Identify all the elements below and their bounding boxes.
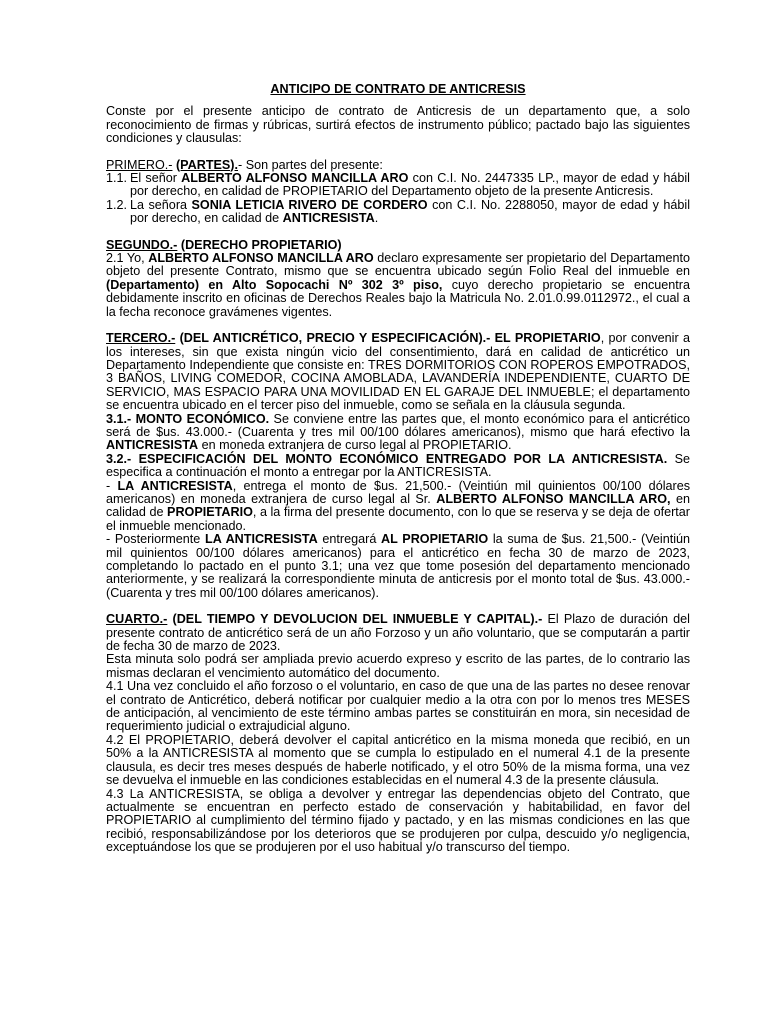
section-3-2-heading: 3.2.- ESPECIFICACIÓN DEL MONTO ECONÓMICO ENTREGADO POR LA ANTICRESISTA.	[106, 451, 668, 466]
section-4-2: 4.2 El PROPIETARIO, deberá devolver el capital anticrético en la misma moneda que recibió, en un 50% a la ANTICRESISTA al momento que se cumpla lo estipulado en el numeral 4.1 de la presente clausula, es decir tres meses después de haberle notificado, y el otro 50% de la misma forma, una vez se devuelva el inmueble en las condiciones establecidas en el numeral 4.3 de la presente cláusula.	[106, 732, 690, 788]
document-body	[106, 83, 690, 855]
item-number: 1.2.	[106, 197, 128, 212]
primero-heading: PRIMERO.-	[106, 157, 173, 172]
owner-name: ALBERTO ALFONSO MANCILLA ARO,	[436, 491, 671, 506]
cuarto-extension-paragraph: Esta minuta solo podrá ser ampliada previo acuerdo expreso y escrito de las partes, de lo contrario las mismas declaran el vencimiento automático del documento.	[106, 652, 690, 680]
party-name: SONIA LETICIA RIVERO DE CORDERO	[191, 197, 428, 212]
tercero-paragraph	[106, 332, 690, 412]
section-4-3: 4.3 La ANTICRESISTA, se obliga a devolver y entregar las dependencias objeto del Contrato, que actualmente se encuentran en perfecto estado de conservación y habitabilidad, en favor del PROPIETARIO al cumplimiento del término fijado y pactado, y en las mismas condiciones en las que recibió, responsabilizándose por los deterioros que se produjeren por culpa, descuido y/o negligencia, exceptuándose los que se produjeren por el uso habitual y/o transcurso del tiempo.	[106, 786, 690, 855]
paragraph-text: - Posteriormente	[106, 532, 206, 547]
paragraph-text: , entrega el monto de $us. 21,500.- (Veintiún mil quinientos 00/100 dólares americanos) en moneda extranjera de curso legal al Sr.	[106, 478, 690, 506]
segundo-heading-line	[106, 239, 690, 252]
paragraph-text: Se conviene entre las partes que, el monto económico para el anticrético será de $us. 43.000.- (Cuarenta y tres mil 00/100 dólares americanos), mismo que hará efectivo la	[106, 411, 690, 439]
payment-bullet-2	[106, 533, 690, 600]
item-text: El señor	[130, 171, 182, 186]
primero-subheading: (PARTES).	[175, 157, 239, 172]
cuarto-heading: CUARTO.-	[106, 612, 168, 627]
paragraph-text: declaro expresamente ser propietario del Departamento objeto del presente Contrato, mismo que se encuentra ubicado según Folio Real del inmueble en	[106, 251, 690, 279]
party-role: ANTICRESISTA	[282, 211, 375, 226]
property-location: (Departamento) en Alto Sopocachi Nº 302 3º piso,	[106, 277, 443, 292]
primero-lead: - Son partes del presente:	[238, 157, 383, 172]
cuarto-subheading: (DEL TIEMPO Y DEVOLUCION DEL INMUEBLE Y CAPITAL).-	[167, 612, 543, 627]
segundo-subheading: (DERECHO PROPIETARIO)	[177, 237, 342, 252]
bullet-dash: -	[106, 478, 118, 493]
owner-name: ALBERTO ALFONSO MANCILLA ARO	[148, 251, 374, 266]
party-role: ANTICRESISTA	[106, 438, 199, 453]
party-role: LA ANTICRESISTA	[205, 532, 318, 547]
payment-bullet-1	[106, 480, 690, 534]
section-3-1	[106, 413, 690, 453]
item-number: 1.1.	[106, 171, 128, 186]
item-text: La señora	[130, 197, 192, 212]
item-text: con C.I. No. 2447335 LP., mayor de edad y hábil por derecho, en calidad de PROPIETARIO del Departamento objeto de la presente Anticresis.	[130, 171, 690, 199]
paragraph-text: , por convenir a los intereses, sin que exista ningún vicio del consentimiento, dará en calidad de anticrético un Departamento Independiente que consiste en: TRES DORMITORIOS CON ROPEROS EMPOTRADOS, 3 BAÑOS, LIVING COMEDOR, COCINA AMOBLADA, LAVANDERÍA INDEPENDIENTE, CUARTO DE SERVICIO, MAS ESPACIO PARA UNA MOVILIDAD EN EL GARAJE DEL INMUEBLE; el departamento se encuentra ubicado en el tercer piso del inmueble, como se señala en la cláusula segunda.	[106, 331, 690, 413]
paragraph-text: Se especifica a continuación el monto a entregar por la ANTICRESISTA.	[106, 451, 690, 480]
party-role: AL PROPIETARIO	[381, 532, 489, 547]
document-title: ANTICIPO DE CONTRATO DE ANTICRESIS	[270, 82, 526, 96]
paragraph-text: 2.1 Yo,	[106, 251, 149, 266]
section-3-1-heading: 3.1.- MONTO ECONÓMICO.	[106, 411, 270, 426]
segundo-paragraph	[106, 252, 690, 319]
paragraph-text: El Plazo de duración del presente contrato de anticrético será de un año Forzoso y un año voluntario, que se computarán a partir de fecha 30 de marzo de 2023.	[106, 612, 690, 654]
party-role: PROPIETARIO	[167, 505, 253, 520]
section-4-1: 4.1 Una vez concluido el año forzoso o el voluntario, en caso de que una de las partes no desee renovar el contrato de Anticrético, deberá notificar por cualquier medio a la otra con por lo menos tres MESES de anticipación, al vencimiento de este término ambas partes se constituirán en mora, sin necesidad de requerimiento judicial o extrajudicial alguno.	[106, 679, 690, 734]
cuarto-paragraph	[106, 613, 690, 653]
segundo-heading: SEGUNDO.-	[106, 237, 178, 252]
paragraph-text: , a la firma del presente documento, con lo que se reserva y se deja de ofertar el inmueble mencionado.	[106, 505, 690, 533]
tercero-subheading: (DEL ANTICRÉTICO, PRECIO Y ESPECIFICACIÓN).- EL PROPIETARIO	[175, 331, 601, 346]
paragraph-text: la suma de $us. 21,500.- (Veintiún mil quinientos 00/100 dólares americanos) para el anticrético en fecha 30 de marzo de 2023, completando lo pactado en el punto 3.1; una vez que tome posesión del departamento mencionado anteriormente, y se realizará la correspondiente minuta de anticresis por el monto total de $us. 43.000.- (Cuarenta y tres mil 00/100 dólares americanos).	[106, 532, 691, 600]
paragraph-text: entregará	[317, 532, 382, 547]
paragraph-text: en calidad de	[106, 491, 690, 520]
tercero-heading: TERCERO.-	[106, 331, 176, 346]
party-role: LA ANTICRESISTA	[117, 478, 233, 493]
party-name: ALBERTO ALFONSO MANCILLA ARO	[181, 171, 409, 186]
paragraph-text: en moneda extranjera de curso legal al PROPIETARIO.	[198, 438, 512, 453]
item-text: .	[374, 211, 379, 226]
intro-paragraph: Conste por el presente anticipo de contrato de Anticresis de un departamento que, a solo reconocimiento de firmas y rúbricas, surtirá efectos de instrumento público; pactado bajo las siguientes condiciones y clausulas:	[106, 104, 690, 146]
primero-heading-line	[106, 159, 690, 172]
item-text: con C.I. No. 2288050, mayor de edad y hábil por derecho, en calidad de	[130, 197, 690, 226]
primero-item-2	[106, 199, 690, 226]
paragraph-text: cuyo derecho propietario se encuentra debidamente inscrito en oficinas de Derechos Reales bajo la Matricula No. 2.01.0.99.0112972., el cual a la fecha reconoce gravámenes vigentes.	[106, 277, 690, 319]
section-3-2	[106, 453, 690, 480]
primero-item-1	[106, 172, 690, 199]
